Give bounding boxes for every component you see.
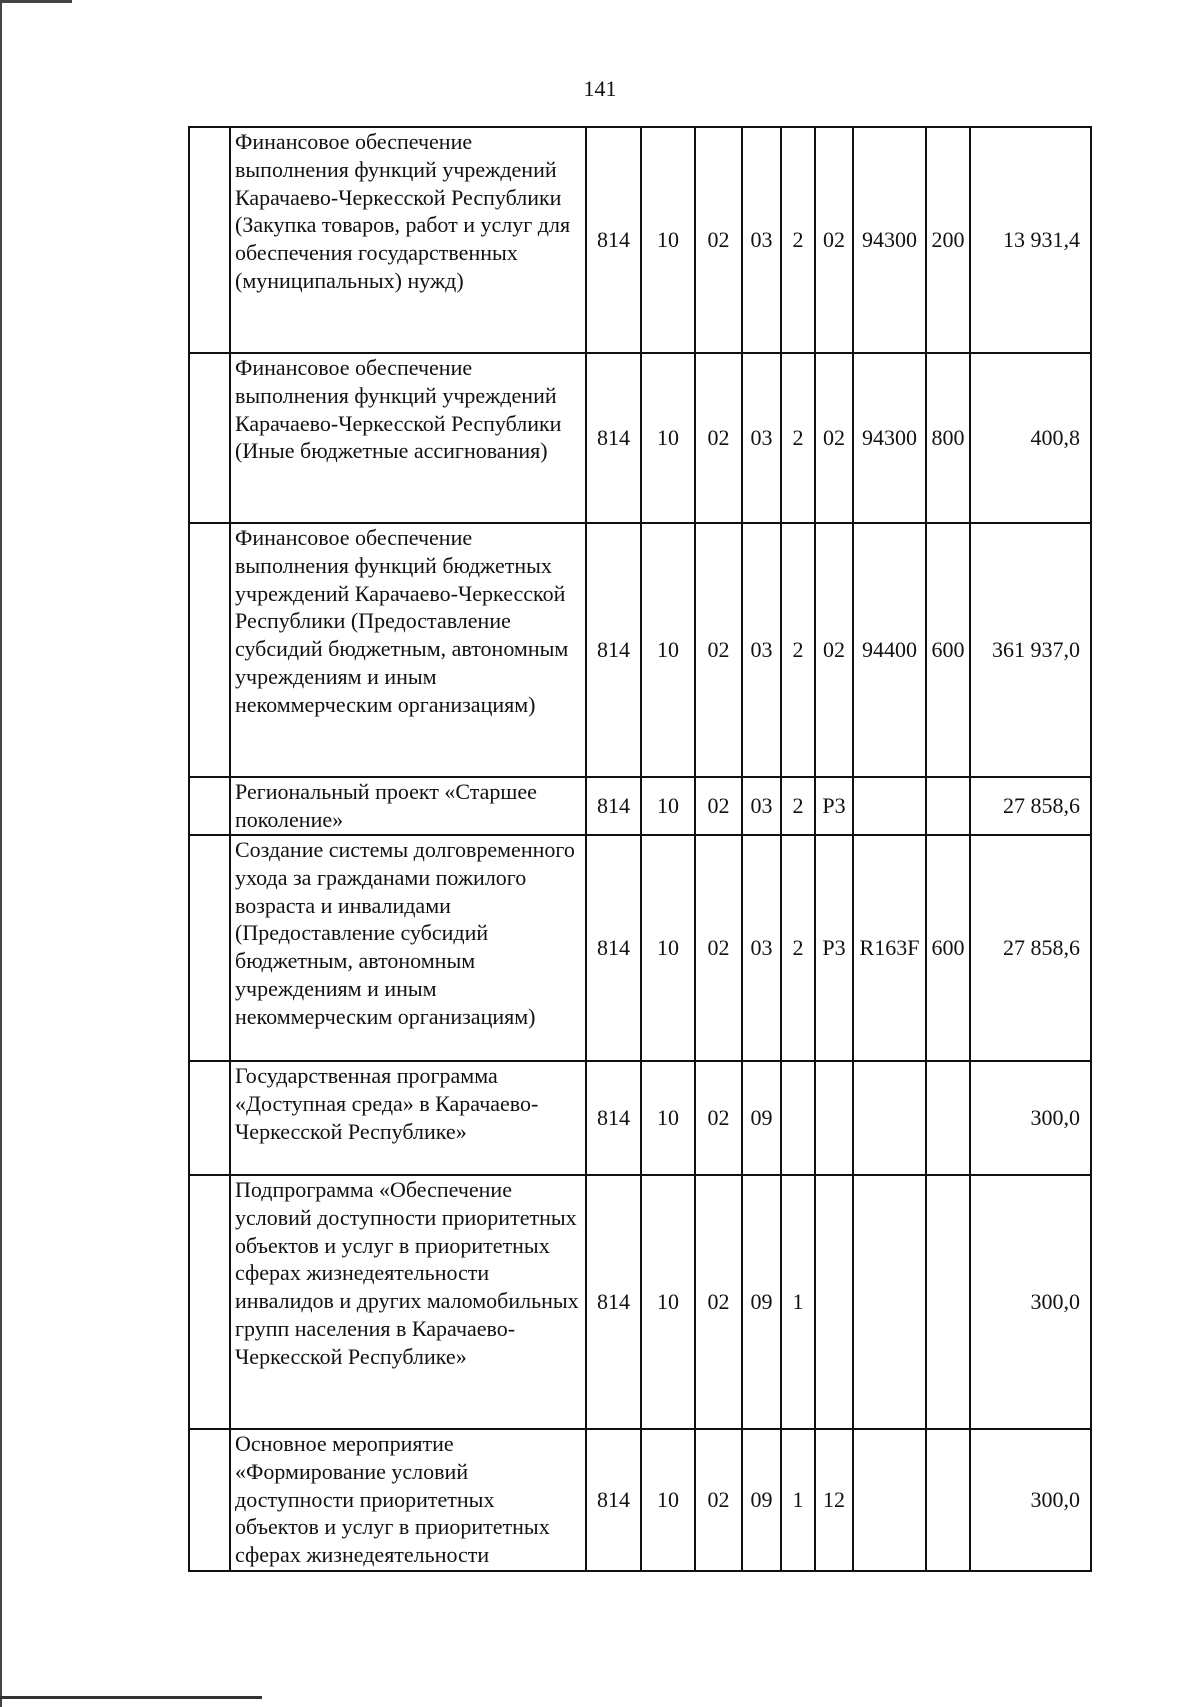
measure-cell: P3: [815, 835, 853, 1061]
item-name-cell: Подпрограмма «Обеспечение условий доступности приоритетных объектов и услуг в приоритетных сферах жизнедеятельности инвалидов и других маломобильных групп населения в Карачаево-Черкесской Республике»: [230, 1175, 586, 1429]
ved-cell: 814: [586, 1429, 641, 1571]
podrazdel-cell: 02: [695, 1175, 742, 1429]
program-cell: 03: [742, 835, 781, 1061]
table-row: [189, 127, 1091, 353]
row-number-cell: [189, 523, 230, 777]
measure-cell: 02: [815, 523, 853, 777]
amount-cell: 300,0: [970, 1175, 1091, 1429]
direction-cell: R163F: [853, 835, 926, 1061]
row-number-cell: [189, 127, 230, 353]
expense-type-cell: 600: [926, 835, 970, 1061]
ved-cell: 814: [586, 1061, 641, 1175]
row-number-cell: [189, 1429, 230, 1571]
table-row: [189, 1061, 1091, 1175]
row-number-cell: [189, 353, 230, 523]
amount-cell: 400,8: [970, 353, 1091, 523]
amount-cell: 300,0: [970, 1429, 1091, 1571]
direction-cell: [853, 777, 926, 835]
table-row: [189, 523, 1091, 777]
measure-cell: P3: [815, 777, 853, 835]
razdel-cell: 10: [641, 127, 695, 353]
scan-edge-left: [0, 0, 2, 1707]
ved-cell: 814: [586, 127, 641, 353]
direction-cell: [853, 1175, 926, 1429]
subprogram-cell: 2: [781, 777, 815, 835]
subprogram-cell: [781, 1061, 815, 1175]
direction-cell: 94300: [853, 127, 926, 353]
expense-type-cell: 600: [926, 523, 970, 777]
measure-cell: 02: [815, 353, 853, 523]
ved-cell: 814: [586, 1175, 641, 1429]
program-cell: 03: [742, 353, 781, 523]
razdel-cell: 10: [641, 1175, 695, 1429]
expense-type-cell: [926, 1429, 970, 1571]
row-number-cell: [189, 1175, 230, 1429]
podrazdel-cell: 02: [695, 1429, 742, 1571]
measure-cell: [815, 1061, 853, 1175]
row-number-cell: [189, 835, 230, 1061]
table-row: [189, 1429, 1091, 1571]
item-name-cell: Региональный проект «Старшее поколение»: [230, 777, 586, 835]
table-row: [189, 835, 1091, 1061]
ved-cell: 814: [586, 835, 641, 1061]
razdel-cell: 10: [641, 1061, 695, 1175]
subprogram-cell: 2: [781, 127, 815, 353]
expense-type-cell: [926, 1061, 970, 1175]
ved-cell: 814: [586, 777, 641, 835]
podrazdel-cell: 02: [695, 127, 742, 353]
razdel-cell: 10: [641, 835, 695, 1061]
table-row: [189, 777, 1091, 835]
program-cell: 03: [742, 127, 781, 353]
item-name-cell: Финансовое обеспечение выполнения функций учреждений Карачаево-Черкесской Республики (Закупка товаров, работ и услуг для обеспечения государственных (муниципальных) нужд): [230, 127, 586, 353]
table-row: [189, 1175, 1091, 1429]
direction-cell: 94400: [853, 523, 926, 777]
measure-cell: 12: [815, 1429, 853, 1571]
item-name-cell: Государственная программа «Доступная среда» в Карачаево-Черкесской Республике»: [230, 1061, 586, 1175]
scan-edge-top: [0, 0, 72, 3]
amount-cell: 27 858,6: [970, 835, 1091, 1061]
program-cell: 09: [742, 1429, 781, 1571]
page-number: 141: [583, 76, 617, 101]
podrazdel-cell: 02: [695, 835, 742, 1061]
expense-type-cell: 200: [926, 127, 970, 353]
item-name-cell: Финансовое обеспечение выполнения функций учреждений Карачаево-Черкесской Республики (Иные бюджетные ассигнования): [230, 353, 586, 523]
amount-cell: 361 937,0: [970, 523, 1091, 777]
budget-table: [188, 126, 1092, 1572]
subprogram-cell: 2: [781, 353, 815, 523]
row-number-cell: [189, 1061, 230, 1175]
subprogram-cell: 2: [781, 835, 815, 1061]
podrazdel-cell: 02: [695, 353, 742, 523]
measure-cell: [815, 1175, 853, 1429]
razdel-cell: 10: [641, 353, 695, 523]
measure-cell: 02: [815, 127, 853, 353]
item-name-cell: Создание системы долговременного ухода за гражданами пожилого возраста и инвалидами (Предоставление субсидий бюджетным, автономным учреждениям и иным некоммерческим организациям): [230, 835, 586, 1061]
direction-cell: [853, 1429, 926, 1571]
expense-type-cell: 800: [926, 353, 970, 523]
scan-edge-bottom: [0, 1696, 262, 1699]
direction-cell: 94300: [853, 353, 926, 523]
subprogram-cell: 2: [781, 523, 815, 777]
razdel-cell: 10: [641, 777, 695, 835]
expense-type-cell: [926, 1175, 970, 1429]
ved-cell: 814: [586, 523, 641, 777]
program-cell: 03: [742, 777, 781, 835]
program-cell: 03: [742, 523, 781, 777]
amount-cell: 13 931,4: [970, 127, 1091, 353]
podrazdel-cell: 02: [695, 523, 742, 777]
row-number-cell: [189, 777, 230, 835]
expense-type-cell: [926, 777, 970, 835]
amount-cell: 27 858,6: [970, 777, 1091, 835]
razdel-cell: 10: [641, 523, 695, 777]
item-name-cell: Финансовое обеспечение выполнения функций бюджетных учреждений Карачаево-Черкесской Республики (Предоставление субсидий бюджетным, автономным учреждениям и иным некоммерческим организациям): [230, 523, 586, 777]
amount-cell: 300,0: [970, 1061, 1091, 1175]
podrazdel-cell: 02: [695, 1061, 742, 1175]
subprogram-cell: 1: [781, 1175, 815, 1429]
program-cell: 09: [742, 1061, 781, 1175]
razdel-cell: 10: [641, 1429, 695, 1571]
direction-cell: [853, 1061, 926, 1175]
item-name-cell: Основное мероприятие «Формирование условий доступности приоритетных объектов и услуг в приоритетных сферах жизнедеятельности: [230, 1429, 586, 1571]
ved-cell: 814: [586, 353, 641, 523]
podrazdel-cell: 02: [695, 777, 742, 835]
subprogram-cell: 1: [781, 1429, 815, 1571]
program-cell: 09: [742, 1175, 781, 1429]
table-row: [189, 353, 1091, 523]
